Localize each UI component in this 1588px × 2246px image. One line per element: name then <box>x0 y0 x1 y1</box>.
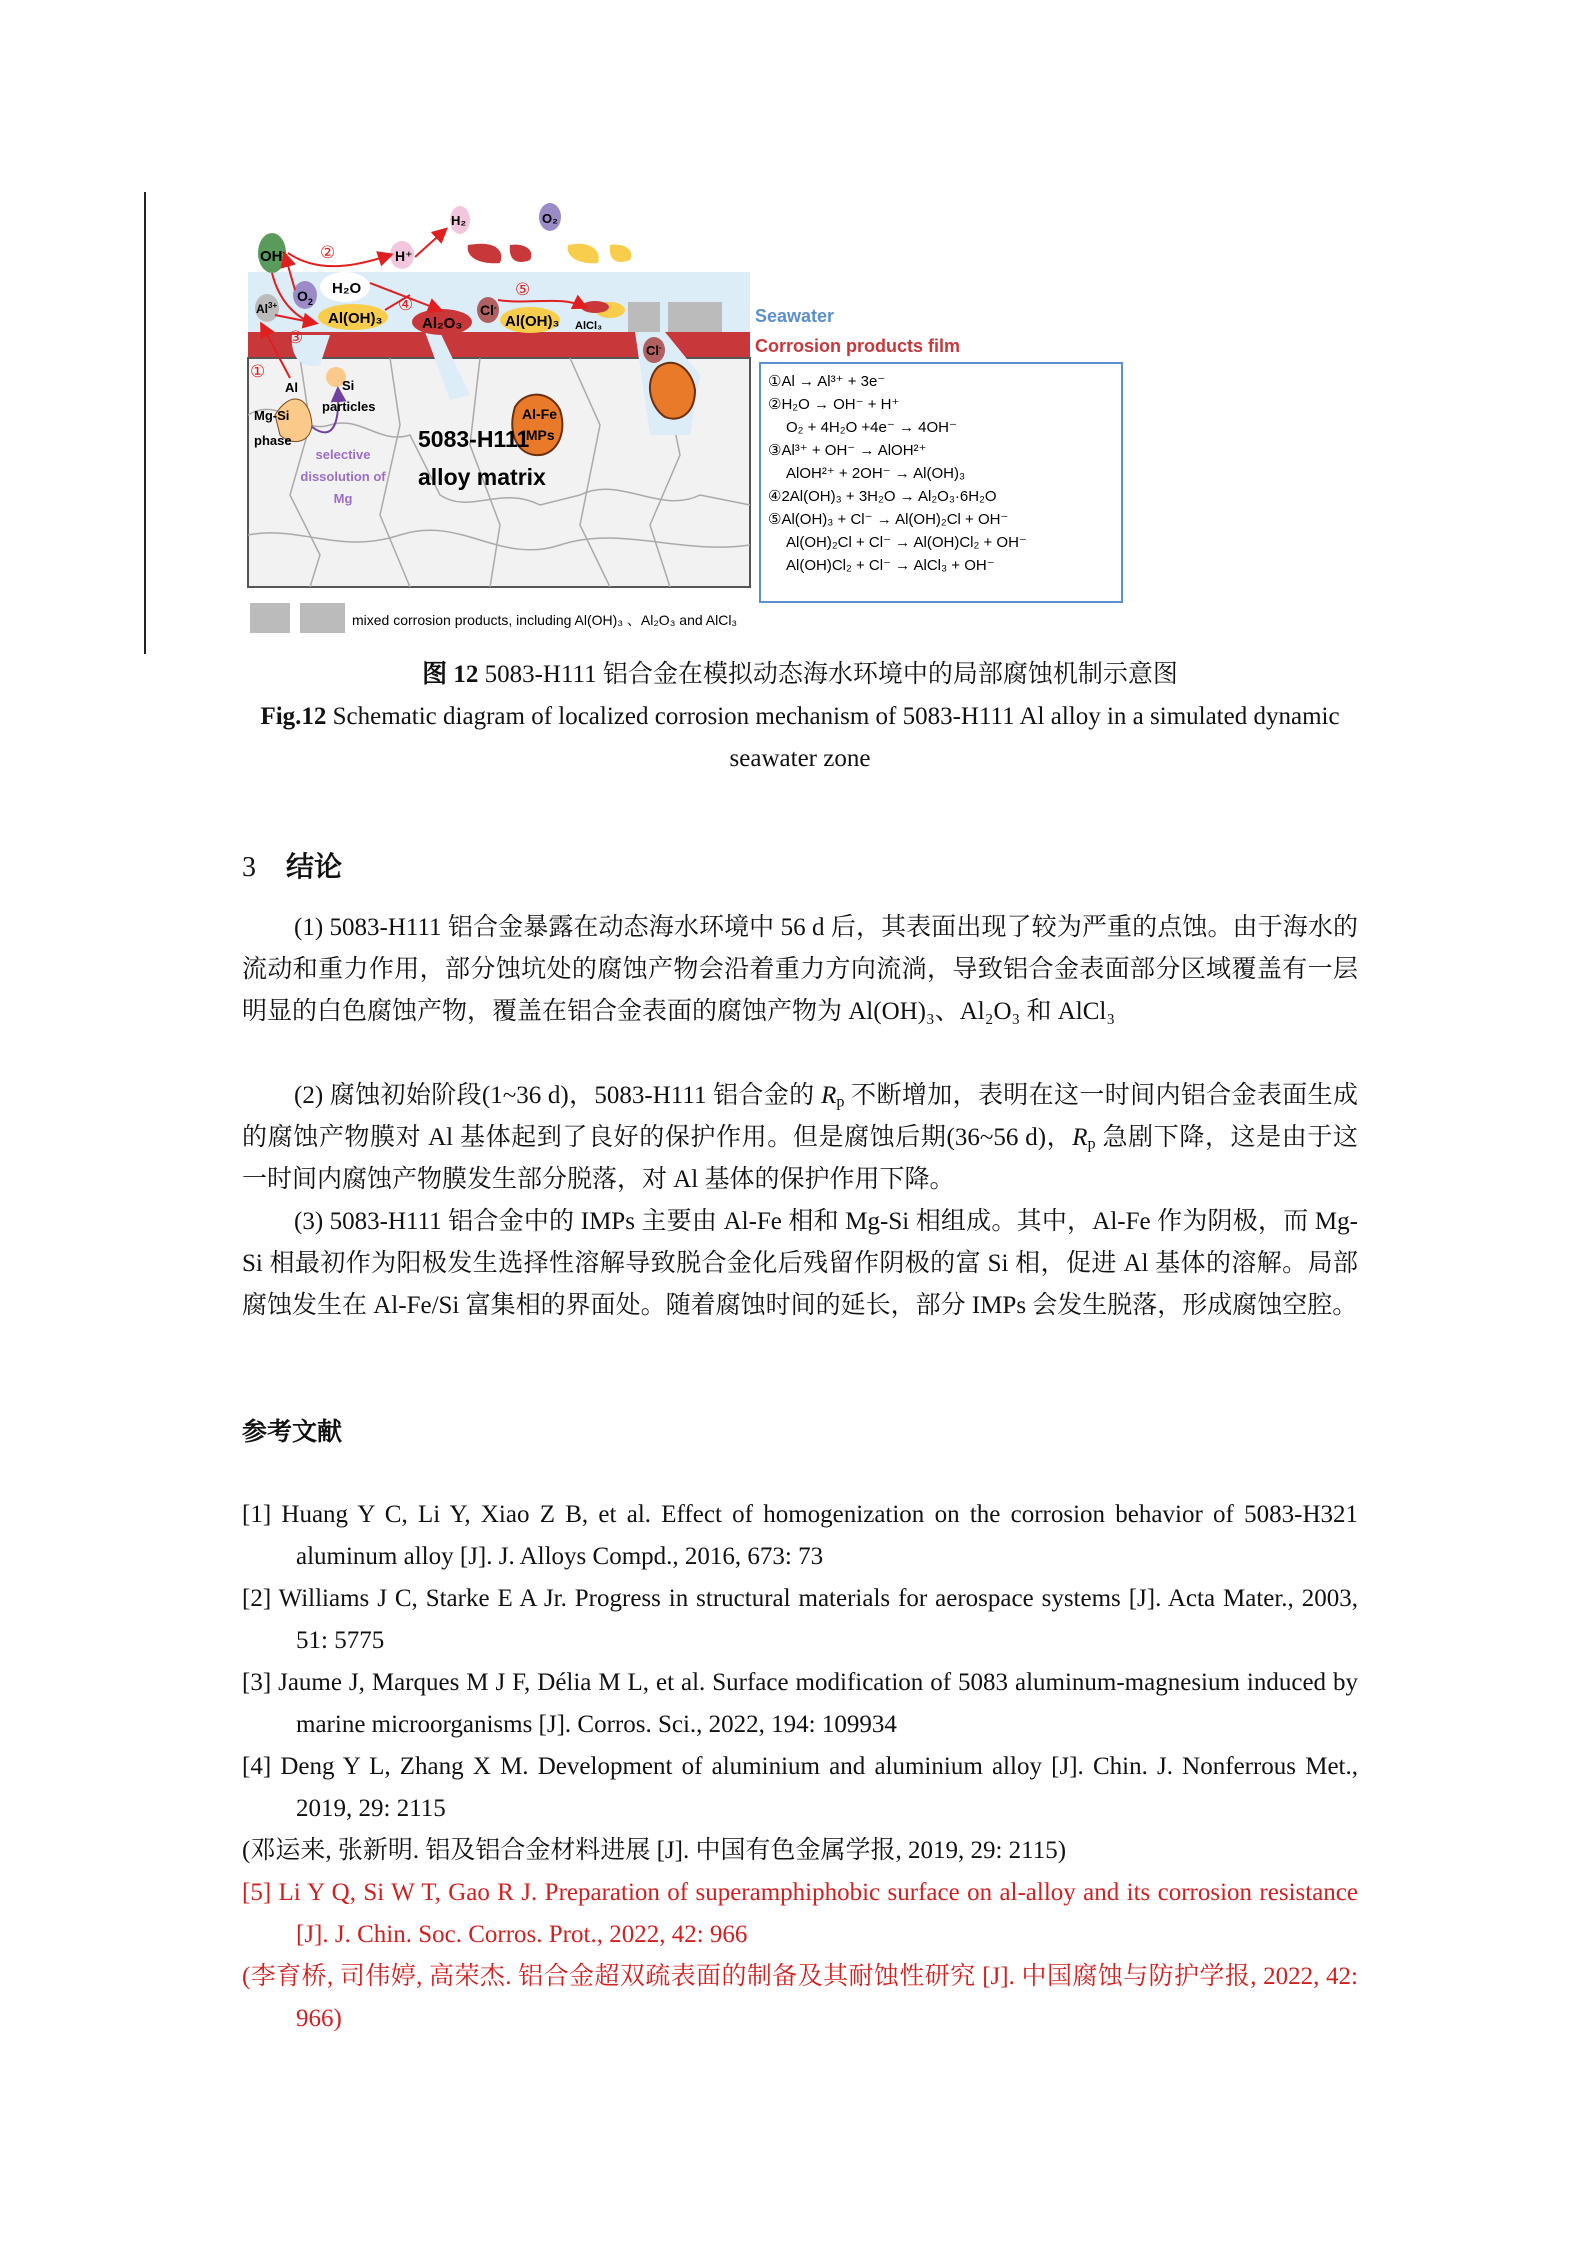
conclusion-2: (2) 腐蚀初始阶段(1~36 d)，5083-H111 铝合金的 $R_p$ 不断增加，表明在这一时间内铝合金表面生成的腐蚀产物膜对 Al 基体起到了良好的保护作用。但是腐蚀后期(36~56 d)，$R_p$ 急剧下降，这是由于这一时间内腐蚀产物膜发生部分脱落，对 Al 基体的保护作用下降。 <box>242 1082 1358 1193</box>
svg-text:④: ④ <box>398 295 414 314</box>
svg-text:Cl-: Cl- <box>480 302 497 318</box>
svg-text:Al(OH)₃: Al(OH)₃ <box>505 313 560 330</box>
svg-text:Mg: Mg <box>333 491 353 506</box>
reference-item: [3] Jaume J, Marques M J F, Délia M L, et al. Surface modification of 5083 aluminum-magnesium induced by marine microorganisms [J]. Corros. Sci., 2022, 194: 109934 <box>242 1669 1358 1738</box>
svg-text:Al(OH)₃: Al(OH)₃ <box>328 310 383 327</box>
corrosion-product-block <box>628 302 660 332</box>
svg-text:⑤Al(OH)₃ + Cl⁻ → Al(OH)₂Cl + O: ⑤Al(OH)₃ + Cl⁻ → Al(OH)₂Cl + OH⁻ <box>768 511 1009 528</box>
svg-text:H⁺: H⁺ <box>395 248 413 264</box>
svg-text:alloy matrix: alloy matrix <box>418 464 546 490</box>
svg-text:Si: Si <box>342 378 355 393</box>
caption-en: Fig.12 Schematic diagram of localized corrosion mechanism of 5083-H111 Al alloy in a simulated dynamic seawater zone <box>260 703 1340 772</box>
svg-text:②H₂O → OH⁻ + H⁺: ②H₂O → OH⁻ + H⁺ <box>768 396 900 413</box>
svg-text:④2Al(OH)₃ + 3H₂O → Al₂O₃·6H₂O: ④2Al(OH)₃ + 3H₂O → Al₂O₃·6H₂O <box>768 488 997 505</box>
svg-text:particles: particles <box>322 399 376 414</box>
margin-rule <box>144 192 146 654</box>
svg-text:O2: $O_2$ <box>297 288 313 307</box>
svg-text:②: ② <box>320 243 336 262</box>
reference-item: [2] Williams J C, Starke E A Jr. Progress in structural materials for aerospace systems [J]. Acta Mater., 2003, 51: 5775 <box>242 1585 1358 1654</box>
svg-text:selective: selective <box>315 447 371 462</box>
svg-text:Al(OH)Cl₂ + Cl⁻ → AlCl₃ + OH⁻: Al(OH)Cl₂ + Cl⁻ → AlCl₃ + OH⁻ <box>786 557 995 574</box>
svg-text:Al₂O₃: Al₂O₃ <box>422 315 463 332</box>
svg-text:①Al → Al³⁺ + 3e⁻: ①Al → Al³⁺ + 3e⁻ <box>768 373 886 390</box>
svg-text:①: ① <box>250 362 266 381</box>
svg-text:Al3+: $Al^{3+}$ <box>256 301 278 316</box>
conclusion-3: (3) 5083-H111 铝合金中的 IMPs 主要由 Al-Fe 相和 Mg-Si 相组成。其中，Al-Fe 作为阴极，而 Mg-Si 相最初作为阳极发生选择性溶解导致脱合金化后残留作阴极的富 Si 相，促进 Al 基体的溶解。局部腐蚀发生在 Al-Fe/Si 富集相的界面处。随着腐蚀时间的延长，部分 IMPs 会发生脱落，形成腐蚀空腔。 <box>242 1208 1358 1319</box>
corrosion-product-block <box>668 302 722 332</box>
svg-text:③: ③ <box>288 328 304 347</box>
corrosion-mechanism-figure <box>240 195 1350 645</box>
caption-cn: 图 12 5083-H111 铝合金在模拟动态海水环境中的局部腐蚀机制示意图 <box>422 661 1178 688</box>
h2o-label: H₂O <box>332 280 362 297</box>
legend-swatch <box>300 603 345 633</box>
svg-text:Cl-: Cl- <box>646 343 662 358</box>
svg-text:H₂: H₂ <box>451 213 467 228</box>
svg-text:③Al³⁺ + OH⁻ → AlOH²⁺: ③Al³⁺ + OH⁻ → AlOH²⁺ <box>768 442 927 459</box>
svg-text:5083-H111: 5083-H111 <box>418 426 530 452</box>
legend-swatch <box>250 603 290 633</box>
svg-text:IMPs: IMPs <box>522 427 555 443</box>
svg-text:AlCl₃: AlCl₃ <box>575 320 603 332</box>
svg-text:Al(OH)₂Cl + Cl⁻ → Al(OH)Cl₂ +: Al(OH)₂Cl + Cl⁻ → Al(OH)Cl₂ + OH⁻ <box>786 534 1027 551</box>
reference-item: (邓运来, 张新明. 铝及铝合金材料进展 [J]. 中国有色金属学报, 2019, 29: 2115) <box>242 1837 1067 1864</box>
reference-item: [1] Huang Y C, Li Y, Xiao Z B, et al. Effect of homogenization on the corrosion behavior of 5083-H321 aluminum alloy [J]. J. Alloys Compd., 2016, 673: 73 <box>242 1501 1358 1570</box>
seawater-label: Seawater <box>755 306 835 326</box>
svg-text:dissolution of: dissolution of <box>300 469 386 484</box>
conclusion-1: (1) 5083-H111 铝合金暴露在动态海水环境中 56 d 后，其表面出现了较为严重的点蚀。由于海水的流动和重力作用，部分蚀坑处的腐蚀产物会沿着重力方向流淌，导致铝合金表面部分区域覆盖有一层明显的白色腐蚀产物，覆盖在铝合金表面的腐蚀产物为 Al(OH)₃、Al₂O₃ 和 AlCl₃ <box>242 914 1358 1025</box>
legend-text: mixed corrosion products, including Al(OH)₃ 、Al₂O₃ and AlCl₃ <box>352 612 738 628</box>
section-heading: 3 结论 <box>242 852 343 883</box>
reference-item: [5] Li Y Q, Si W T, Gao R J. Preparation of superamphiphobic surface on al-alloy and its corrosion resistance [J]. J. Chin. Soc. Corros. Prot., 2022, 42: 966 <box>242 1879 1358 1948</box>
references-heading: 参考文献 <box>242 1419 343 1446</box>
reference-item: [4] Deng Y L, Zhang X M. Development of aluminium and aluminium alloy [J]. Chin. J. Nonferrous Met., 2019, 29: 2115 <box>242 1753 1358 1822</box>
svg-text:O₂ + 4H₂O +4e⁻ → 4OH⁻: O₂ + 4H₂O +4e⁻ → 4OH⁻ <box>786 419 957 436</box>
svg-text:⑤: ⑤ <box>515 280 531 299</box>
svg-text:AlOH²⁺ + 2OH⁻ → Al(OH)₃: AlOH²⁺ + 2OH⁻ → Al(OH)₃ <box>786 465 966 482</box>
svg-text:Al-Fe: Al-Fe <box>522 406 557 422</box>
svg-text:phase: phase <box>254 433 292 448</box>
svg-text:Al: Al <box>285 380 298 395</box>
svg-text:OH-: OH- <box>260 247 286 265</box>
svg-text:O₂: O₂ <box>542 211 558 226</box>
svg-text:Mg-Si: Mg-Si <box>254 408 290 423</box>
reference-item: (李育桥, 司伟婷, 高荣杰. 铝合金超双疏表面的制备及其耐蚀性研究 [J]. 中国腐蚀与防护学报, 2022, 42: 966) <box>242 1963 1358 2032</box>
film-label: Corrosion products film <box>755 336 961 356</box>
reference-list <box>242 1494 1358 2040</box>
